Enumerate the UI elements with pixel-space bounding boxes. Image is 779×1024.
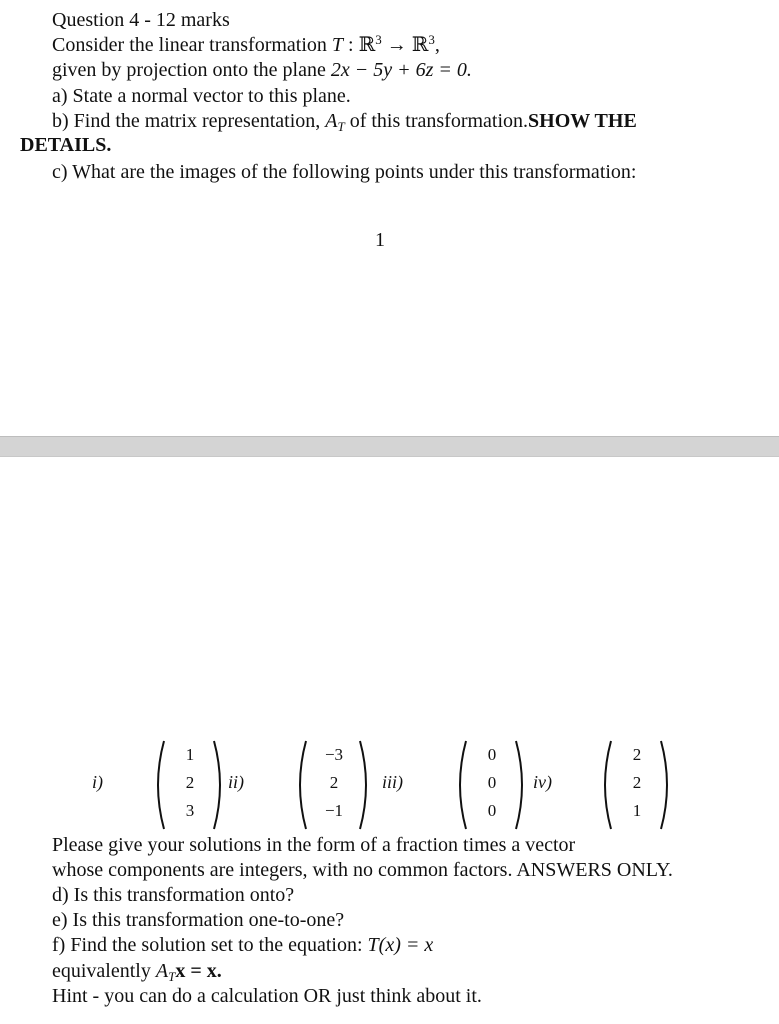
hint: Hint - you can do a calculation OR just think about it. bbox=[52, 985, 482, 1007]
part-b-suffix: of this transformation. bbox=[344, 110, 529, 132]
symbol-t: T bbox=[331, 34, 344, 56]
page-2 bbox=[0, 457, 779, 1024]
vector-i-component-1: 1 bbox=[185, 745, 195, 764]
vector-iv-component-3: 1 bbox=[632, 801, 642, 820]
part-c: c) What are the images of the following points under this transformation: bbox=[52, 161, 637, 183]
equiv-prefix: equivalently bbox=[52, 960, 156, 982]
vector-iii-component-2: 0 bbox=[487, 773, 497, 792]
part-b-prefix: b) Find the matrix representation, bbox=[52, 110, 326, 132]
vector-label-iii: iii) bbox=[382, 772, 403, 792]
part-b bbox=[52, 109, 637, 133]
vector-ii-component-2: 2 bbox=[329, 773, 339, 792]
vector-iii-component-3: 0 bbox=[487, 801, 497, 820]
vector-ii-component-3: −1 bbox=[324, 801, 344, 820]
vector-iv bbox=[597, 735, 677, 835]
equiv-matrix-a: A bbox=[155, 960, 169, 982]
vector-i bbox=[150, 735, 230, 835]
page-gap bbox=[0, 436, 779, 457]
part-a: a) State a normal vector to this plane. bbox=[52, 85, 351, 107]
intro-line bbox=[52, 33, 440, 57]
part-f bbox=[52, 933, 433, 957]
page-1 bbox=[0, 0, 779, 436]
given-line bbox=[52, 58, 472, 82]
vector-label-ii: ii) bbox=[228, 772, 244, 792]
question-title: Question 4 - 12 marks bbox=[52, 9, 230, 31]
exponent-2: 3 bbox=[428, 32, 435, 47]
equivalently-line bbox=[52, 959, 222, 983]
vector-iv-component-1: 2 bbox=[632, 745, 642, 764]
vector-iv-component-2: 2 bbox=[632, 773, 642, 792]
part-b-details: DETAILS. bbox=[20, 134, 112, 156]
vector-ii-component-1: −3 bbox=[324, 745, 344, 764]
exponent-1: 3 bbox=[375, 32, 382, 47]
part-f-equation: T(x) = x bbox=[367, 934, 434, 956]
vector-i-component-2: 2 bbox=[185, 773, 195, 792]
instruction-line-2: whose components are integers, with no common factors. ANSWERS ONLY. bbox=[52, 859, 673, 881]
instruction-line-1: Please give your solutions in the form of a fraction times a vector bbox=[52, 834, 576, 856]
equiv-matrix-sub: T bbox=[168, 969, 176, 984]
matrix-a-sub: T bbox=[337, 119, 345, 134]
vector-iii-component-1: 0 bbox=[487, 745, 497, 764]
plane-equation: 2x − 5y + 6z = 0. bbox=[330, 59, 472, 81]
vector-ii bbox=[292, 735, 376, 835]
part-d: d) Is this transformation onto? bbox=[52, 884, 295, 906]
page-number: 1 bbox=[375, 229, 385, 251]
map-domain: : ℝ bbox=[343, 34, 376, 56]
vector-label-iv: iv) bbox=[533, 772, 552, 792]
part-b-bold: SHOW THE bbox=[528, 110, 637, 132]
equiv-equation: x = x. bbox=[175, 960, 222, 982]
intro-prefix: Consider the linear transformation bbox=[52, 34, 332, 56]
intro-comma: , bbox=[434, 34, 440, 56]
vector-iii bbox=[452, 735, 532, 835]
part-f-prefix: f) Find the solution set to the equation: bbox=[52, 934, 368, 956]
given-prefix: given by projection onto the plane bbox=[52, 59, 331, 81]
vector-label-i: i) bbox=[92, 772, 103, 792]
part-e: e) Is this transformation one-to-one? bbox=[52, 909, 345, 931]
vector-i-component-3: 3 bbox=[185, 801, 195, 820]
matrix-a: A bbox=[325, 110, 338, 132]
map-codomain: → ℝ bbox=[381, 34, 429, 56]
